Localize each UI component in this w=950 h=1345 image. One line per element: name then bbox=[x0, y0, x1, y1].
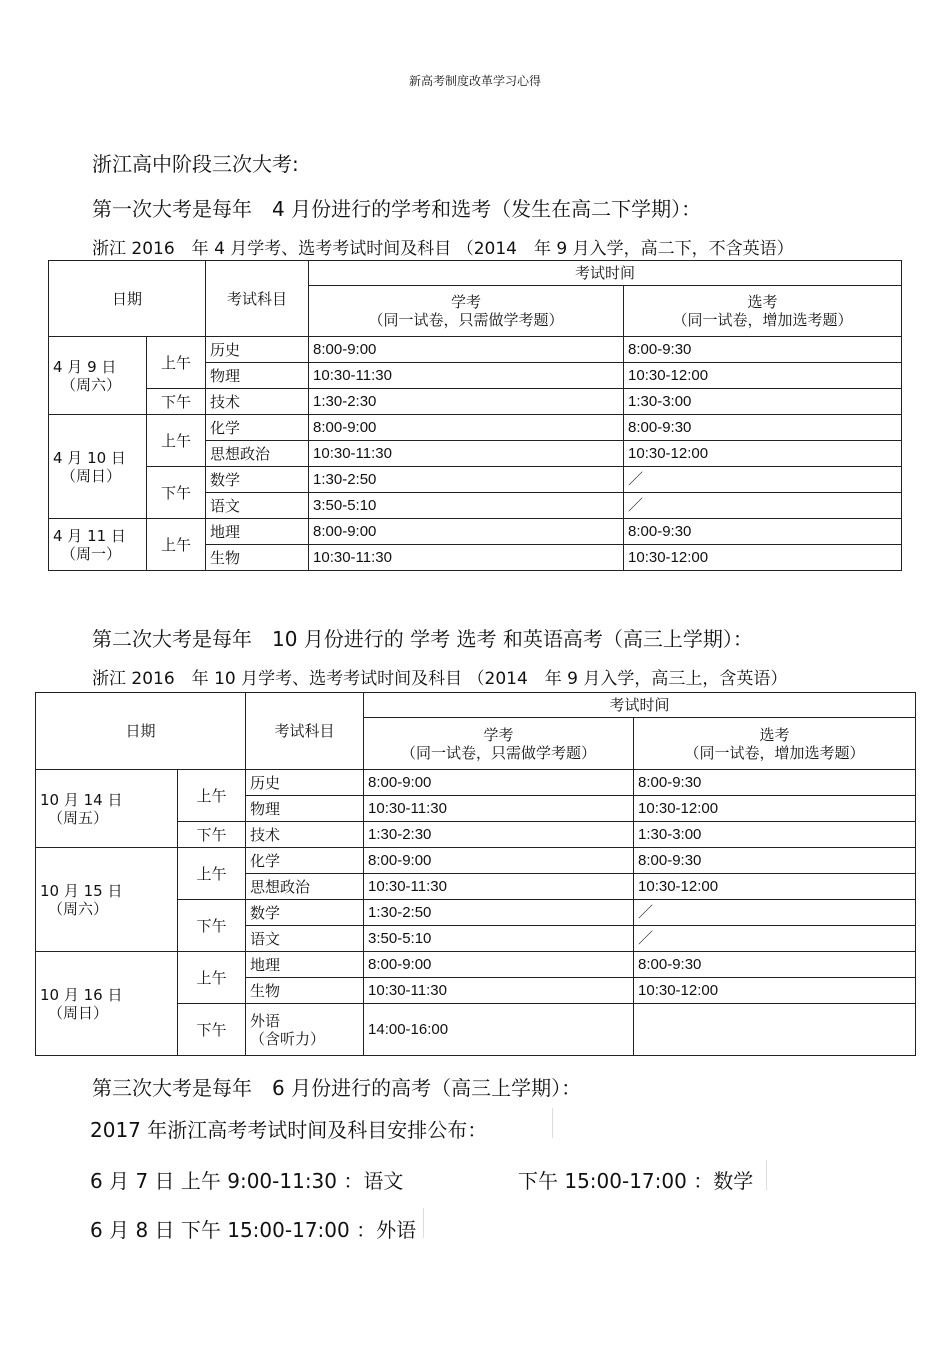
xuankao-time-cell: ／ bbox=[634, 900, 916, 926]
period-cell: 下午 bbox=[178, 1004, 246, 1056]
header-xuekao bbox=[364, 718, 634, 770]
date-cell bbox=[49, 519, 147, 571]
exam2-caption: 浙江 2016 年 10 月学考、选考考试时间及科目 （2014 年 9 月入学，高三上，含英语） bbox=[92, 669, 788, 689]
exam3-heading: 第三次大考是每年 6 月份进行的高考（高三上学期）： bbox=[92, 1076, 582, 1100]
subject-label: 外语 bbox=[250, 1011, 281, 1030]
header-subject: 考试科目 bbox=[246, 693, 364, 770]
weekday-label: （周一） bbox=[61, 544, 122, 563]
xuekao-time-cell: 8:00-9:00 bbox=[309, 337, 624, 363]
gaokao-day1-afternoon: 下午 15:00-17:00 ：数学 bbox=[518, 1169, 754, 1193]
xuankao-time-cell: 8:00-9:30 bbox=[624, 337, 902, 363]
xuankao-time-cell: 10:30-12:00 bbox=[634, 874, 916, 900]
exam2-schedule-table bbox=[35, 692, 916, 1056]
date-cell bbox=[36, 770, 178, 848]
subject-cell: 化学 bbox=[246, 848, 364, 874]
date-cell bbox=[36, 952, 178, 1056]
xuankao-time-cell: ／ bbox=[624, 467, 902, 493]
period-cell: 上午 bbox=[147, 337, 206, 389]
header-date: 日期 bbox=[49, 261, 206, 337]
table-row bbox=[36, 848, 916, 874]
xuekao-time-cell: 1:30-2:30 bbox=[309, 389, 624, 415]
xuekao-time-cell: 8:00-9:00 bbox=[309, 519, 624, 545]
subject-cell: 物理 bbox=[246, 796, 364, 822]
subject-cell: 化学 bbox=[206, 415, 309, 441]
xuankao-time-cell: 1:30-3:00 bbox=[634, 822, 916, 848]
xuekao-time-cell: 10:30-11:30 bbox=[364, 796, 634, 822]
subject-cell: 技术 bbox=[206, 389, 309, 415]
xuankao-time-cell: ／ bbox=[634, 926, 916, 952]
xuekao-time-cell: 3:50-5:10 bbox=[364, 926, 634, 952]
announce-box-edge bbox=[90, 1108, 553, 1138]
xuankao-time-cell bbox=[634, 1004, 916, 1056]
xuankao-time-cell: 8:00-9:30 bbox=[624, 519, 902, 545]
header-xuankao-label: 选考 bbox=[759, 725, 790, 744]
subject-cell: 历史 bbox=[246, 770, 364, 796]
header-date: 日期 bbox=[36, 693, 246, 770]
day1-box-edge bbox=[90, 1160, 767, 1190]
xuankao-time-cell: 10:30-12:00 bbox=[624, 363, 902, 389]
gaokao-day1-morning: 6 月 7 日 上午 9:00-11:30 ：语文 bbox=[90, 1169, 404, 1193]
weekday-label: （周日） bbox=[61, 466, 122, 485]
subject-cell: 语文 bbox=[206, 493, 309, 519]
xuekao-time-cell: 10:30-11:30 bbox=[309, 363, 624, 389]
subject-cell: 思想政治 bbox=[246, 874, 364, 900]
xuekao-time-cell: 8:00-9:00 bbox=[309, 415, 624, 441]
weekday-label: （周六） bbox=[48, 899, 109, 918]
xuekao-time-cell: 1:30-2:50 bbox=[364, 900, 634, 926]
header-xuankao-label: 选考 bbox=[747, 293, 778, 311]
xuekao-time-cell: 8:00-9:00 bbox=[364, 770, 634, 796]
xuekao-time-cell: 8:00-9:00 bbox=[364, 848, 634, 874]
period-cell: 下午 bbox=[178, 900, 246, 952]
subject-cell: 生物 bbox=[206, 545, 309, 571]
xuekao-time-cell: 14:00-16:00 bbox=[364, 1004, 634, 1056]
period-cell: 上午 bbox=[178, 952, 246, 1004]
xuankao-time-cell: 10:30-12:00 bbox=[624, 441, 902, 467]
header-xuankao-note: （同一试卷，增加选考题） bbox=[684, 743, 865, 762]
header-xuekao-note: （同一试卷，只需做学考题） bbox=[401, 743, 597, 762]
xuekao-time-cell: 3:50-5:10 bbox=[309, 493, 624, 519]
xuekao-time-cell: 1:30-2:30 bbox=[364, 822, 634, 848]
subject-cell: 数学 bbox=[246, 900, 364, 926]
header-xuankao bbox=[624, 286, 902, 337]
table-row bbox=[49, 337, 902, 363]
header-subject: 考试科目 bbox=[206, 261, 309, 337]
table-row bbox=[49, 467, 902, 493]
subject-cell: 生物 bbox=[246, 978, 364, 1004]
exam2-heading: 第二次大考是每年 10 月份进行的 学考 选考 和英语高考（高三上学期）： bbox=[92, 627, 753, 651]
subject-cell: 物理 bbox=[206, 363, 309, 389]
header-xuekao-label: 学考 bbox=[483, 725, 514, 744]
xuekao-time-cell: 10:30-11:30 bbox=[364, 978, 634, 1004]
date-cell bbox=[36, 848, 178, 952]
date-cell bbox=[49, 337, 147, 415]
gaokao-announce: 2017 年浙江高考考试时间及科目安排公布： bbox=[90, 1118, 488, 1142]
subject-cell: 数学 bbox=[206, 467, 309, 493]
period-cell: 下午 bbox=[178, 822, 246, 848]
header-exam-time: 考试时间 bbox=[309, 261, 902, 286]
day2-box-edge bbox=[90, 1208, 424, 1238]
xuankao-time-cell: 10:30-12:00 bbox=[634, 796, 916, 822]
date-label: 10 月 16 日 bbox=[40, 985, 123, 1004]
header-xuekao-note: （同一试卷，只需做学考题） bbox=[368, 311, 564, 329]
subject-cell: 地理 bbox=[206, 519, 309, 545]
subject-cell: 思想政治 bbox=[206, 441, 309, 467]
weekday-label: （周六） bbox=[61, 375, 122, 394]
period-cell: 上午 bbox=[147, 519, 206, 571]
xuekao-time-cell: 10:30-11:30 bbox=[309, 545, 624, 571]
header-xuankao-note: （同一试卷，增加选考题） bbox=[672, 311, 853, 329]
exam1-schedule-table bbox=[48, 260, 902, 571]
exam1-caption: 浙江 2016 年 4 月学考、选考考试时间及科目 （2014 年 9 月入学，高二下，不含英语） bbox=[92, 239, 794, 259]
date-label: 10 月 15 日 bbox=[40, 881, 123, 900]
xuankao-time-cell: ／ bbox=[624, 493, 902, 519]
subject-cell: 历史 bbox=[206, 337, 309, 363]
subject-cell: 技术 bbox=[246, 822, 364, 848]
subject-note: （含听力） bbox=[250, 1029, 326, 1048]
period-cell: 下午 bbox=[147, 389, 206, 415]
weekday-label: （周五） bbox=[48, 808, 109, 827]
table-row bbox=[36, 770, 916, 796]
subject-cell: 地理 bbox=[246, 952, 364, 978]
xuankao-time-cell: 10:30-12:00 bbox=[624, 545, 902, 571]
period-cell: 下午 bbox=[147, 467, 206, 519]
xuankao-time-cell: 1:30-3:00 bbox=[624, 389, 902, 415]
gaokao-day2: 6 月 8 日 下午 15:00-17:00 ：外语 bbox=[90, 1218, 417, 1242]
xuankao-time-cell: 8:00-9:30 bbox=[634, 952, 916, 978]
subject-cell: 语文 bbox=[246, 926, 364, 952]
table-row bbox=[36, 952, 916, 978]
header-xuekao-label: 学考 bbox=[451, 293, 482, 311]
date-label: 10 月 14 日 bbox=[40, 790, 123, 809]
intro-heading: 浙江高中阶段三次大考: bbox=[92, 152, 299, 176]
xuankao-time-cell: 8:00-9:30 bbox=[634, 848, 916, 874]
header-xuekao bbox=[309, 286, 624, 337]
table-row bbox=[49, 389, 902, 415]
date-cell bbox=[49, 415, 147, 519]
table-row bbox=[49, 519, 902, 545]
xuankao-time-cell: 8:00-9:30 bbox=[624, 415, 902, 441]
date-label: 4 月 11 日 bbox=[53, 526, 126, 545]
date-label: 4 月 10 日 bbox=[53, 448, 126, 467]
page-header: 新高考制度改革学习心得 bbox=[408, 74, 541, 88]
table-row bbox=[49, 415, 902, 441]
xuankao-time-cell: 10:30-12:00 bbox=[634, 978, 916, 1004]
xuankao-time-cell: 8:00-9:30 bbox=[634, 770, 916, 796]
period-cell: 上午 bbox=[178, 848, 246, 900]
period-cell: 上午 bbox=[147, 415, 206, 467]
xuekao-time-cell: 8:00-9:00 bbox=[364, 952, 634, 978]
xuekao-time-cell: 1:30-2:50 bbox=[309, 467, 624, 493]
exam1-heading: 第一次大考是每年 4 月份进行的学考和选考（发生在高二下学期）： bbox=[92, 197, 702, 221]
xuekao-time-cell: 10:30-11:30 bbox=[364, 874, 634, 900]
header-exam-time: 考试时间 bbox=[364, 693, 916, 718]
date-label: 4 月 9 日 bbox=[53, 357, 117, 376]
subject-cell bbox=[246, 1004, 364, 1056]
period-cell: 上午 bbox=[178, 770, 246, 822]
weekday-label: （周日） bbox=[48, 1003, 109, 1022]
header-xuankao bbox=[634, 718, 916, 770]
xuekao-time-cell: 10:30-11:30 bbox=[309, 441, 624, 467]
